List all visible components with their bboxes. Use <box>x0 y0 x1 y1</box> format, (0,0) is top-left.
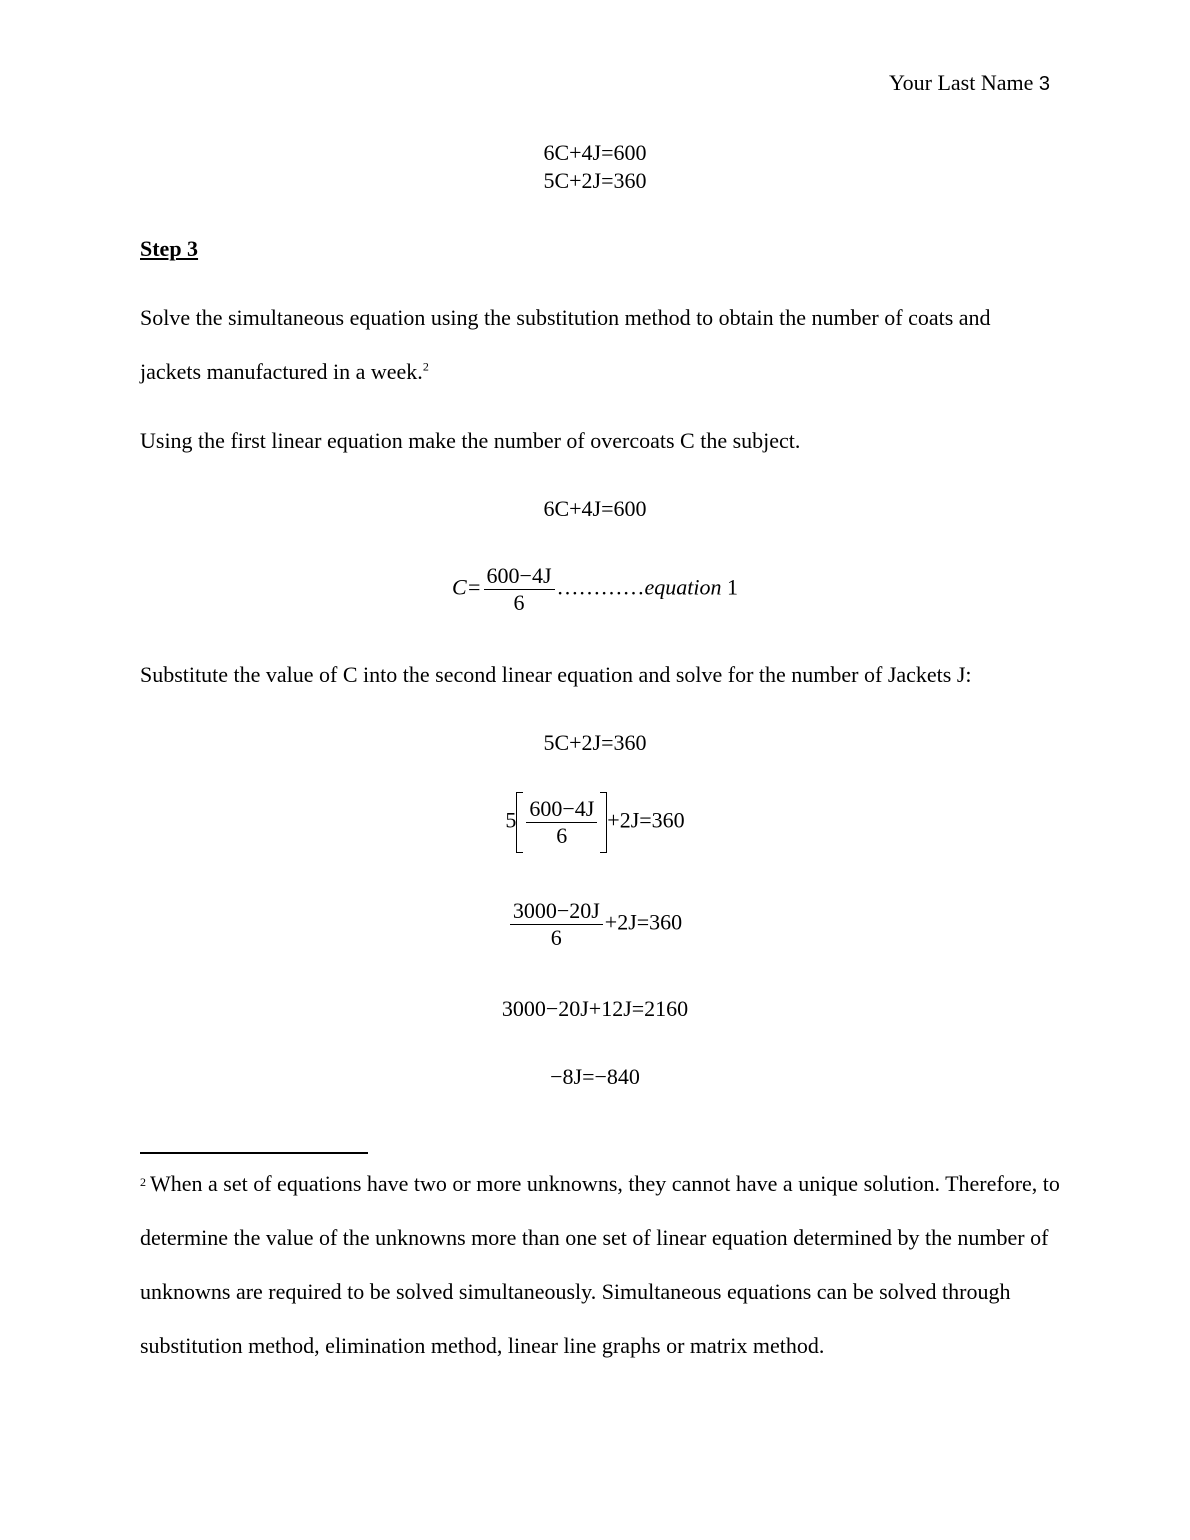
header-last-name: Your Last Name <box>888 70 1034 95</box>
footnote-reference[interactable]: 2 <box>422 359 429 374</box>
substituted-fraction-numerator: 600−4J <box>526 796 597 823</box>
footnote-marker: 2 <box>140 1175 146 1189</box>
expanded-fraction <box>510 898 603 951</box>
system-equation-1: 6C+4J=600 <box>543 140 647 165</box>
simplified-equation: −8J=−840 <box>550 1064 640 1089</box>
step-heading: Step 3 <box>140 236 199 261</box>
square-bracket-group <box>516 796 607 849</box>
expanded-equation <box>0 898 1190 951</box>
second-equation: 5C+2J=360 <box>543 730 647 755</box>
substituted-coefficient: 5 <box>505 807 517 833</box>
cleared-equation: 3000−20J+12J=2160 <box>501 996 689 1021</box>
page-number: 3 <box>1038 73 1050 95</box>
c-fraction-numerator: 600−4J <box>484 563 555 590</box>
equation-label-number: 1 <box>727 574 738 600</box>
c-fraction-denominator: 6 <box>513 590 525 615</box>
c-fraction <box>484 563 555 616</box>
rearranged-source-equation: 6C+4J=600 <box>543 496 647 521</box>
leader-dots: ………… <box>556 574 645 600</box>
equation-label: equation <box>644 574 722 600</box>
paragraph-1-line-2 <box>140 359 429 385</box>
substituted-fraction <box>526 796 597 849</box>
expanded-fraction-denominator: 6 <box>550 925 562 950</box>
c-lhs: C= <box>452 574 482 600</box>
footnote-text: When a set of equations have two or more unknowns, they cannot have a unique solution. Therefore, to determine the value of the unknowns more than one set of linear equation determined by the number of unknowns are required to be solved simultaneously. Simultaneous equations can be solved through substitution method, elimination method, linear line graphs or matrix method. <box>140 1171 1060 1358</box>
substituted-equation <box>0 796 1190 849</box>
paragraph-1-line-2-text: jackets manufactured in a week. <box>140 359 423 384</box>
running-header <box>889 70 1050 96</box>
substituted-remainder: +2J=360 <box>607 807 685 833</box>
paragraph-3: Substitute the value of C into the second linear equation and solve for the number of Jackets J: <box>140 662 972 687</box>
substituted-fraction-denominator: 6 <box>556 823 568 848</box>
paragraph-1-line-1: Solve the simultaneous equation using the substitution method to obtain the number of coats and <box>140 305 991 330</box>
expanded-fraction-numerator: 3000−20J <box>510 898 603 925</box>
c-subject-equation <box>0 563 1190 616</box>
system-equation-2: 5C+2J=360 <box>543 168 647 193</box>
footnote <box>140 1155 1060 1373</box>
footnote-separator <box>140 1152 368 1154</box>
paragraph-2: Using the first linear equation make the number of overcoats C the subject. <box>140 428 801 453</box>
expanded-remainder: +2J=360 <box>604 909 683 935</box>
